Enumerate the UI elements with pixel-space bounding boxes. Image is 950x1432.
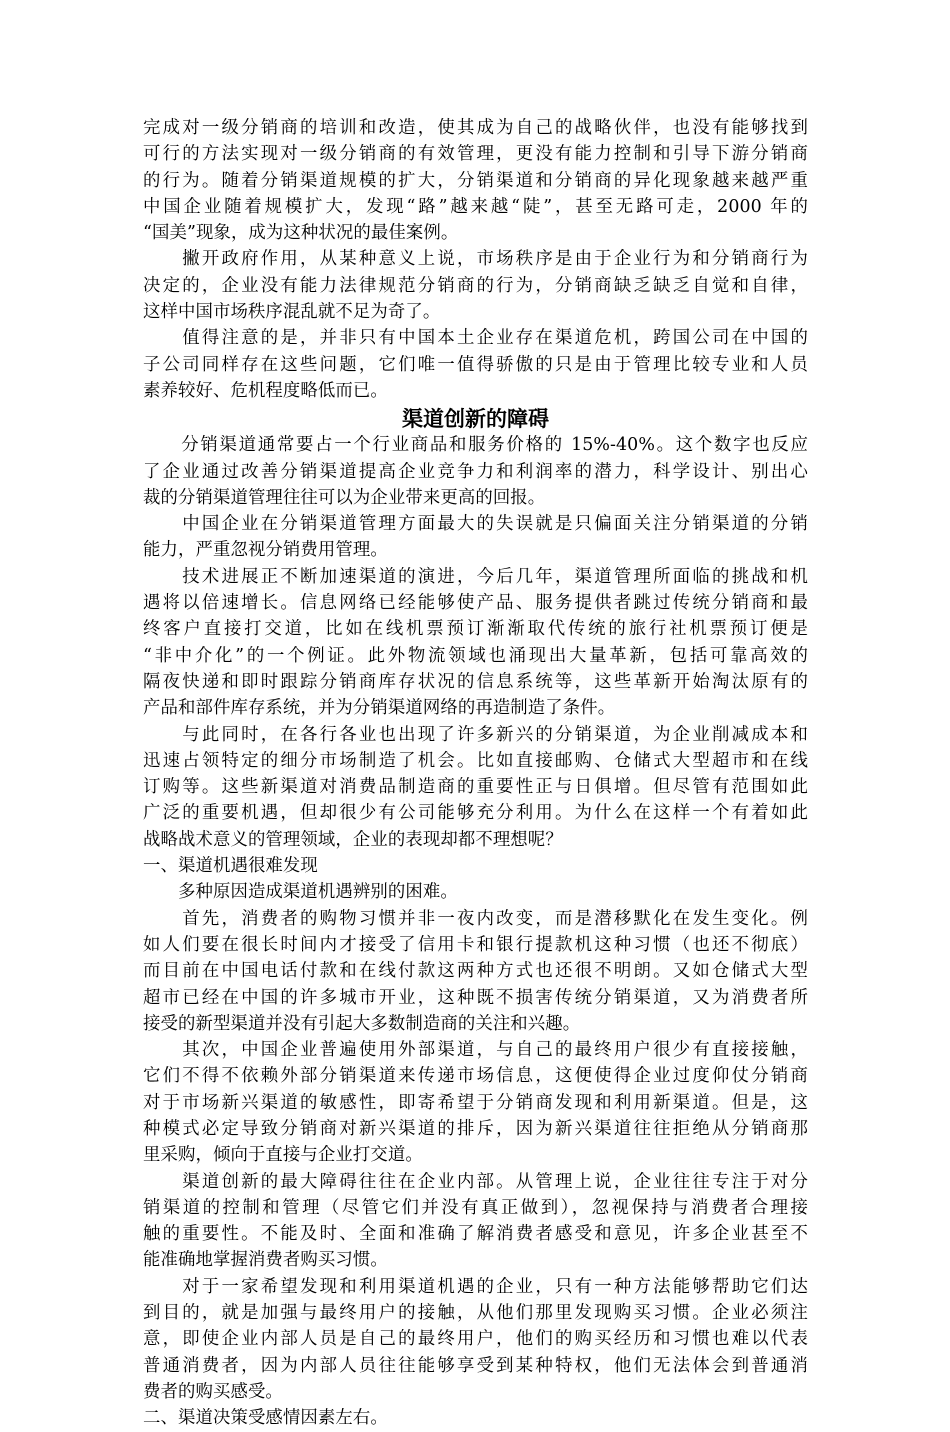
text-line: 销渠道的控制和管理（尽管它们并没有真正做到），忽视保持与消费者合理接 [143, 1197, 808, 1218]
paragraph [143, 1169, 808, 1274]
text-line: 渠道创新的最大障碍往往在企业内部。从管理上说，企业往往专注于对分 [143, 1171, 808, 1192]
text-line: 二、渠道决策受感情因素左右。 [143, 1408, 388, 1429]
text-line: 其次，中国企业普遍使用外部渠道，与自己的最终用户很少有直接接触， [143, 1040, 808, 1061]
paragraph [143, 1274, 808, 1405]
text-line: 裁的分销渠道管理往往可以为企业带来更高的回报。 [143, 487, 546, 508]
text-line: 技术进展正不断加速渠道的演进，今后几年，渠道管理所面临的挑战和机 [143, 566, 808, 587]
text-line: 与此同时，在各行各业也出现了许多新兴的分销渠道，为企业削减成本和 [143, 724, 808, 745]
text-line: 意，即使企业内部人员是自己的最终用户，他们的购买经历和习惯也难以代表 [143, 1329, 808, 1350]
text-line: 这样中国市场秩序混乱就不足为奇了。 [143, 302, 441, 323]
text-line: 隔夜快递和即时跟踪分销商库存状况的信息系统等，这些革新开始淘汰原有的 [143, 671, 808, 692]
paragraph [143, 722, 808, 853]
text-line: 如人们要在很长时间内才接受了信用卡和银行提款机这种习惯（也还不彻底） [143, 934, 808, 955]
text-line: 它们不得不依赖外部分销渠道来传递市场信息，这便使得企业过度仰仗分销商 [143, 1066, 808, 1087]
text-line: 的行为。随着分销渠道规模的扩大，分销渠道和分销商的异化现象越来越严重 [143, 170, 808, 191]
paragraph [143, 115, 808, 246]
paragraph [143, 432, 808, 511]
paragraph [143, 564, 808, 722]
text-line: 战略战术意义的管理领域，企业的表现却都不理想呢？ [143, 829, 563, 850]
text-line: 值得注意的是，并非只有中国本土企业存在渠道危机，跨国公司在中国的 [143, 328, 808, 349]
section-heading: 渠道创新的障碍 [402, 407, 549, 432]
paragraph [143, 906, 808, 1037]
text-line: 产品和部件库存系统，并为分销渠道网络的再造制造了条件。 [143, 698, 616, 719]
text-line: 而目前在中国电话付款和在线付款这两种方式也还很不明朗。又如仓储式大型 [143, 961, 808, 982]
text-line: 素养较好、危机程度略低而已。 [143, 380, 388, 401]
paragraph [143, 879, 808, 905]
text-line: 能力，严重忽视分销费用管理。 [143, 540, 388, 561]
text-line: 撇开政府作用，从某种意义上说，市场秩序是由于企业行为和分销商行为 [143, 249, 808, 270]
text-line: 超市已经在中国的许多城市开业，这种既不损害传统分销渠道，又为消费者所 [143, 987, 808, 1008]
text-line: 对于一家希望发现和利用渠道机遇的企业，只有一种方法能够帮助它们达 [143, 1276, 808, 1297]
text-line: “国美”现象，成为这种状况的最佳案例。 [143, 223, 459, 244]
text-line: 可行的方法实现对一级分销商的有效管理，更没有能力控制和引导下游分销商 [143, 144, 808, 165]
text-line: 能准确地掌握消费者购买习惯。 [143, 1250, 388, 1271]
text-line: 子公司同样存在这些问题，它们唯一值得骄傲的只是由于管理比较专业和人员 [143, 354, 808, 375]
paragraph [143, 853, 808, 879]
paragraph [143, 246, 808, 325]
text-line: 一、渠道机遇很难发现 [143, 856, 318, 877]
paragraph [143, 1405, 808, 1431]
text-line: 中国企业在分销渠道管理方面最大的失误就是只偏面关注分销渠道的分销 [143, 514, 808, 535]
text-line: 接受的新型渠道并没有引起大多数制造商的关注和兴趣。 [143, 1013, 581, 1034]
text-line: 触的重要性。不能及时、全面和准确了解消费者感受和意见，许多企业甚至不 [143, 1224, 808, 1245]
text-line: 种模式必定导致分销商对新兴渠道的排斥，因为新兴渠道往往拒绝从分销商那 [143, 1118, 808, 1139]
text-line: 订购等。这些新渠道对消费品制造商的重要性正与日俱增。但尽管有范围如此 [143, 777, 808, 798]
text-line: 完成对一级分销商的培训和改造，使其成为自己的战略伙伴，也没有能够找到 [143, 118, 808, 138]
text-line: 普通消费者，因为内部人员往往能够享受到某种特权，他们无法体会到普通消 [143, 1355, 808, 1376]
text-line: 广泛的重要机遇，但却很少有公司能够充分利用。为什么在这样一个有着如此 [143, 803, 808, 824]
text-line: 中国企业随着规模扩大，发现“路”越来越“陡”，甚至无路可走，2000 年的 [143, 196, 808, 217]
text-line: 对于市场新兴渠道的敏感性，即寄希望于分销商发现和利用新渠道。但是，这 [143, 1092, 808, 1113]
text-line: 决定的，企业没有能力法律规范分销商的行为，分销商缺乏缺乏自觉和自律， [143, 275, 808, 296]
text-line: 首先，消费者的购物习惯并非一夜内改变，而是潜移默化在发生变化。例 [143, 908, 808, 929]
paragraph [143, 325, 808, 404]
text-line: 里采购，倾向于直接与企业打交道。 [143, 1145, 423, 1166]
text-line: 终客户直接打交道，比如在线机票预订渐渐取代传统的旅行社机票预订便是 [143, 619, 808, 640]
text-line: 遇将以倍速增长。信息网络已经能够使产品、服务提供者跳过传统分销商和最 [143, 593, 808, 614]
paragraph [143, 1037, 808, 1168]
text-line: 多种原因造成渠道机遇辨别的困难。 [143, 882, 458, 903]
text-line: 分销渠道通常要占一个行业商品和服务价格的 15%-40%。这个数字也反应 [143, 435, 808, 456]
text-line: 费者的购买感受。 [143, 1381, 283, 1402]
paragraph [143, 511, 808, 564]
text-line: 到目的，就是加强与最终用户的接触，从他们那里发现购买习惯。企业必须注 [143, 1303, 808, 1324]
text-line: 迅速占领特定的细分市场制造了机会。比如直接邮购、仓储式大型超市和在线 [143, 750, 808, 771]
text-line: 了企业通过改善分销渠道提高企业竞争力和利润率的潜力，科学设计、别出心 [143, 461, 808, 482]
text-line: “非中介化”的一个例证。此外物流领域也涌现出大量革新，包括可靠高效的 [143, 645, 808, 666]
document-body [143, 115, 808, 1432]
